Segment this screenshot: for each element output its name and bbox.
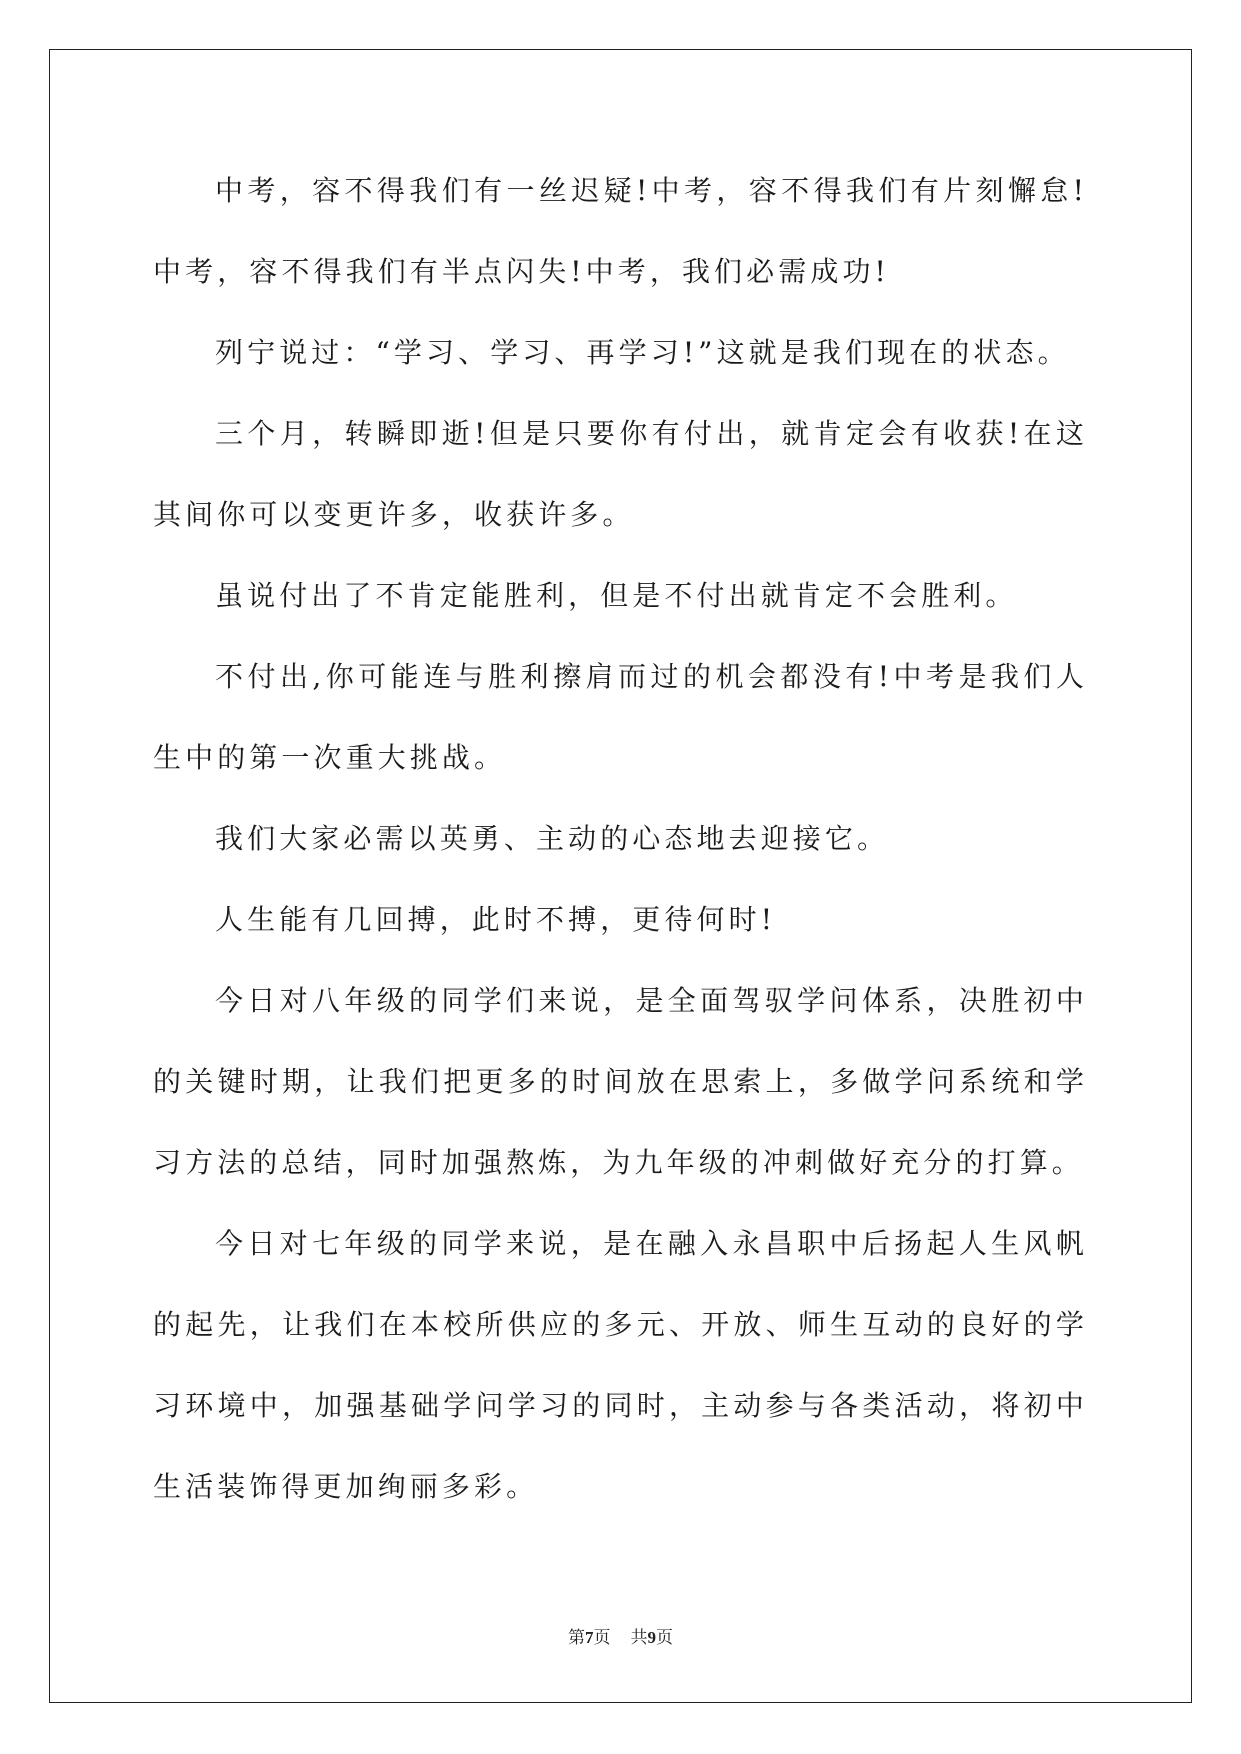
paragraph: 今日对八年级的同学们来说，是全面驾驭学问体系，决胜初中的关键时期，让我们把更多的时间放在思索上，多做学问系统和学习方法的总结，同时加强熬炼，为九年级的冲刺做好充分的打算。 [153,984,1088,1179]
total-prefix: 共 [630,1628,648,1647]
total-unit: 页 [656,1628,673,1647]
page-total: 9 [647,1628,656,1647]
document-body [153,150,1088,1527]
page-current: 7 [585,1628,594,1647]
paragraph: 列宁说过：“学习、学习、再学习!”这就是我们现在的状态。 [215,336,1070,369]
paragraph: 今日对七年级的同学来说，是在融入永昌职中后扬起人生风帆的起先，让我们在本校所供应的多元、开放、师生互动的良好的学习环境中，加强基础学问学习的同时，主动参与各类活动，将初中生活装饰得更加绚丽多彩。 [153,1227,1088,1503]
paragraph: 虽说付出了不肯定能胜利，但是不付出就肯定不会胜利。 [215,579,1018,612]
paragraph: 不付出,你可能连与胜利擦肩而过的机会都没有!中考是我们人生中的第一次重大挑战。 [153,660,1088,774]
page-footer [0,1626,1241,1650]
paragraph: 我们大家必需以英勇、主动的心态地去迎接它。 [215,822,890,855]
paragraph: 人生能有几回搏，此时不搏，更待何时! [215,903,777,936]
page-unit: 页 [593,1628,611,1647]
paragraph: 中考，容不得我们有一丝迟疑!中考，容不得我们有片刻懈怠!中考，容不得我们有半点闪失!中考，我们必需成功! [153,174,1088,288]
paragraph: 三个月，转瞬即逝!但是只要你有付出，就肯定会有收获!在这其间你可以变更许多，收获许多。 [153,417,1088,531]
page-prefix: 第 [568,1628,585,1647]
